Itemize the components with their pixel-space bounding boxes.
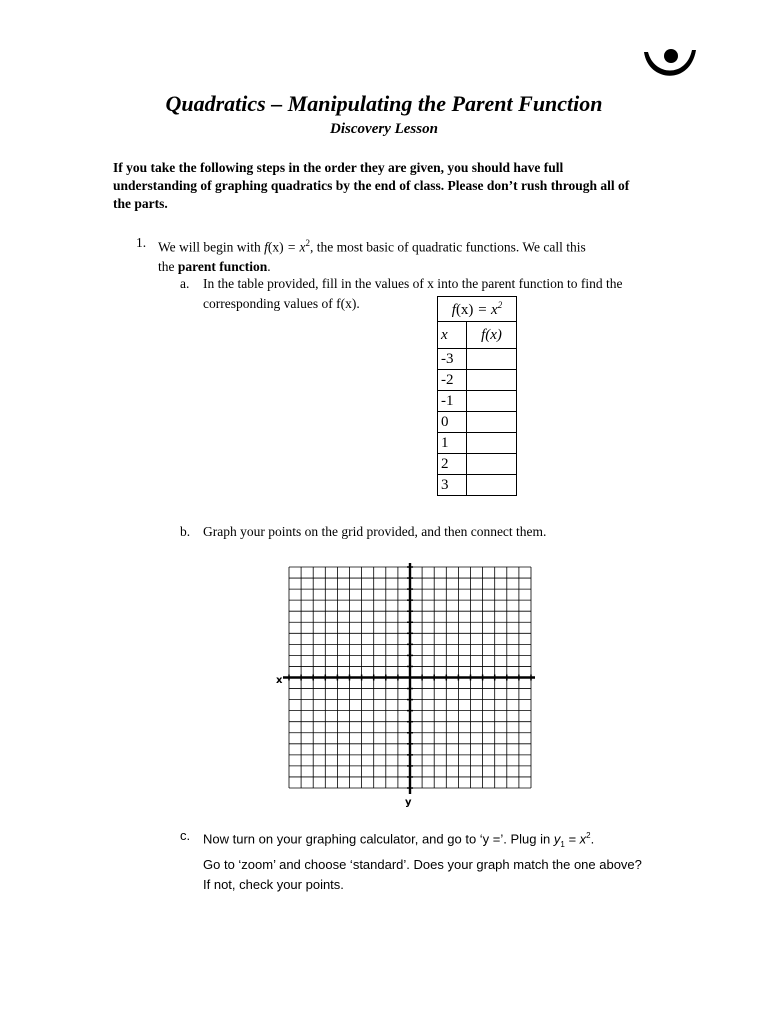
question-1-line-2-post: . — [267, 259, 271, 274]
fx-answer-cell[interactable] — [467, 349, 517, 370]
table-header-f: f — [451, 301, 456, 318]
table-header-arg: (x) — [455, 301, 474, 318]
x-value-cell: -1 — [438, 391, 467, 412]
formula-f: f — [264, 239, 268, 255]
fx-answer-cell[interactable] — [467, 454, 517, 475]
x-value-cell: -3 — [438, 349, 467, 370]
question-1-line-2-pre: the — [158, 259, 178, 274]
part-c-text — [203, 826, 643, 895]
part-c-line-1 — [203, 826, 643, 855]
values-table — [437, 296, 517, 496]
part-a-label: a. — [180, 276, 190, 291]
x-value-cell: 1 — [438, 433, 467, 454]
part-c-line-2: Go to ‘zoom’ and choose ‘standard’. Does your graph match the one above? If not, check your points. — [203, 856, 642, 892]
table-row — [438, 475, 517, 496]
eq-subscript: 1 — [560, 839, 565, 849]
page-title: Quadratics – Manipulating the Parent Function — [165, 91, 603, 116]
y-axis-label: y — [405, 797, 412, 808]
grid-lines — [283, 563, 535, 794]
x-value-cell: 0 — [438, 412, 467, 433]
part-c-label: c. — [180, 828, 191, 843]
table-row — [438, 454, 517, 475]
table-header-exponent: 2 — [497, 299, 503, 310]
fx-answer-cell[interactable] — [467, 475, 517, 496]
formula-arg: (x) — [267, 239, 284, 255]
table-row — [438, 412, 517, 433]
eq-exponent: 2 — [586, 831, 591, 840]
fx-answer-cell[interactable] — [467, 412, 517, 433]
part-a-text: In the table provided, fill in the values of x into the parent function to find the corresponding values of f(x). — [203, 276, 623, 311]
table-header-rest: = x — [473, 301, 498, 318]
formula-exponent: 2 — [305, 238, 311, 248]
eq-rest: = x — [564, 831, 587, 847]
part-b-text: Graph your points on the grid provided, and then connect them. — [203, 524, 547, 539]
col-fx-arg: (x) — [485, 326, 502, 343]
table-body — [438, 349, 517, 496]
fx-answer-cell[interactable] — [467, 370, 517, 391]
question-1-trail: , the most basic of quadratic functions. We call this — [310, 239, 586, 255]
table-header — [438, 297, 517, 322]
table-row — [438, 370, 517, 391]
person-logo-icon — [640, 44, 698, 92]
question-number: 1. — [136, 235, 147, 250]
col-fx-f: f — [481, 326, 486, 343]
part-c-line-1-post: . — [590, 831, 595, 847]
x-value-cell: 2 — [438, 454, 467, 475]
x-value-cell: 3 — [438, 475, 467, 496]
col-x-header: x — [438, 322, 467, 349]
table-row — [438, 391, 517, 412]
formula-rest: = x — [283, 239, 306, 255]
fx-answer-cell[interactable] — [467, 433, 517, 454]
intro-paragraph: If you take the following steps in the order they are given, you should have full understanding of graphing quadratics by the end of class. Please don’t rush through all of the parts. — [113, 160, 630, 211]
table-row — [438, 349, 517, 370]
x-axis-label: x — [276, 675, 283, 686]
part-c-line-1-pre: Now turn on your graphing calculator, and go to ‘y =’. Plug in — [203, 831, 554, 847]
page-subtitle: Discovery Lesson — [330, 121, 438, 137]
table-row — [438, 433, 517, 454]
parent-function-term: parent function — [177, 259, 268, 274]
x-value-cell: -2 — [438, 370, 467, 391]
eq-y: y — [553, 831, 561, 847]
part-b-label: b. — [180, 524, 191, 539]
fx-answer-cell[interactable] — [467, 391, 517, 412]
question-1-lead: We will begin with — [158, 239, 265, 255]
col-fx-header — [467, 322, 517, 349]
coordinate-grid — [276, 560, 538, 812]
